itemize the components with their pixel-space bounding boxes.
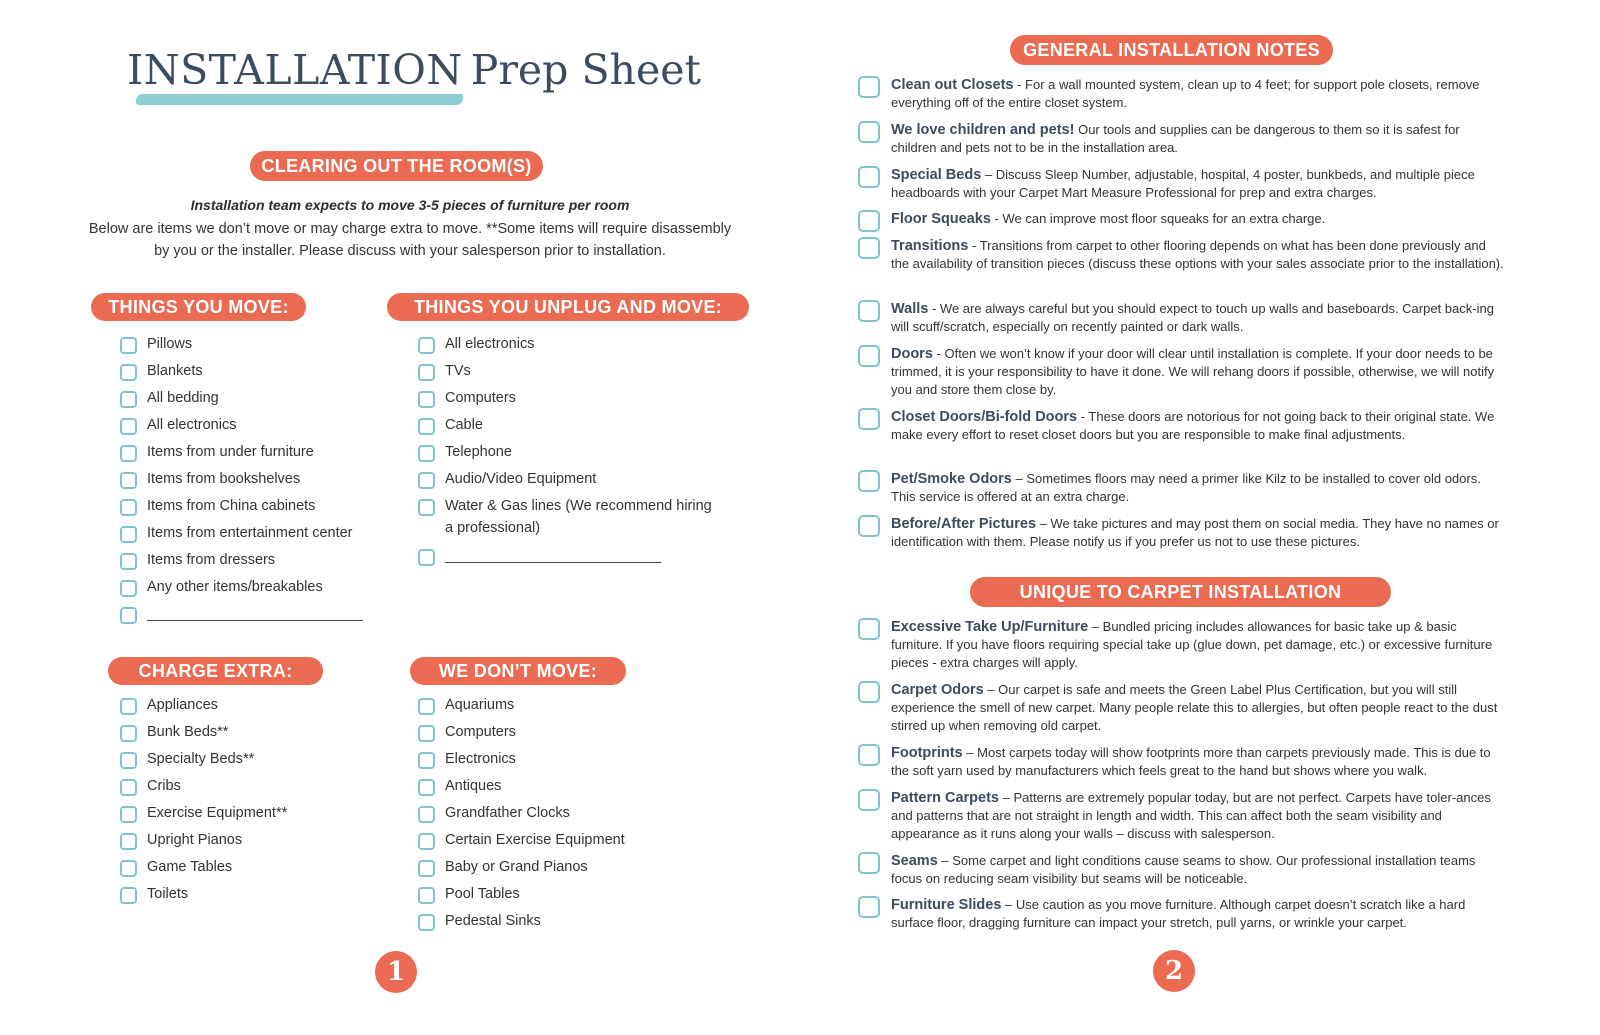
note-heading: Walls bbox=[891, 301, 929, 317]
note-heading: Seams bbox=[891, 853, 938, 869]
checkbox[interactable] bbox=[120, 553, 137, 570]
list-item-label: Toilets bbox=[147, 886, 189, 902]
note-separator: - bbox=[1077, 409, 1089, 424]
checkbox[interactable] bbox=[858, 744, 880, 766]
list-item[interactable] bbox=[120, 443, 363, 470]
list-item[interactable] bbox=[120, 551, 363, 578]
note-item[interactable] bbox=[858, 896, 1508, 932]
note-item[interactable] bbox=[858, 515, 1508, 551]
list-item[interactable] bbox=[120, 362, 363, 389]
list-item-label: Pillows bbox=[147, 336, 193, 352]
note-heading: We love children and pets! bbox=[891, 122, 1075, 138]
clearing-header: CLEARING OUT THE ROOM(S) bbox=[250, 151, 543, 181]
note-heading: Floor Squeaks bbox=[891, 211, 991, 227]
note-separator: – bbox=[981, 167, 996, 182]
list-item-label: Electronics bbox=[445, 751, 516, 767]
list-item-label: Items from bookshelves bbox=[147, 471, 301, 487]
things-you-move-list bbox=[120, 335, 363, 632]
checkbox[interactable] bbox=[858, 210, 880, 232]
list-item[interactable] bbox=[418, 858, 625, 885]
write-in-line[interactable] bbox=[445, 547, 661, 563]
checkbox[interactable] bbox=[120, 337, 137, 354]
note-separator: – bbox=[983, 682, 999, 697]
list-item-label: Upright Pianos bbox=[147, 832, 243, 848]
list-item-label: Grandfather Clocks bbox=[445, 805, 570, 821]
checkbox[interactable] bbox=[858, 166, 880, 188]
note-text: Most carpets today will show footprints more than carpets previously made. This is due to the soft yarn used by manufacturers which feels great to the hand but shows where you walk. bbox=[891, 745, 1491, 778]
note-text: Sometimes floors may need a primer like Kilz to be installed to cover old odors. This service is offered at an extra charge. bbox=[891, 471, 1481, 504]
note-separator: – bbox=[1011, 471, 1027, 486]
note-heading: Doors bbox=[891, 346, 933, 362]
list-item[interactable] bbox=[418, 362, 712, 389]
checkbox[interactable] bbox=[418, 887, 435, 904]
page-number-1: 1 bbox=[375, 951, 417, 993]
note-heading: Excessive Take Up/Furniture bbox=[891, 619, 1089, 635]
note-item[interactable] bbox=[858, 121, 1508, 157]
note-item[interactable] bbox=[858, 852, 1508, 888]
checkbox[interactable] bbox=[418, 445, 435, 462]
checkbox[interactable] bbox=[858, 121, 880, 143]
list-item[interactable] bbox=[120, 885, 287, 912]
checkbox[interactable] bbox=[418, 752, 435, 769]
list-item[interactable] bbox=[120, 389, 363, 416]
list-item[interactable] bbox=[418, 804, 625, 831]
checkbox[interactable] bbox=[858, 681, 880, 703]
checkbox[interactable] bbox=[120, 806, 137, 823]
list-item[interactable] bbox=[418, 723, 625, 750]
general-notes-header: GENERAL INSTALLATION NOTES bbox=[1010, 35, 1333, 65]
checkbox[interactable] bbox=[418, 418, 435, 435]
checkbox[interactable] bbox=[120, 526, 137, 543]
list-item[interactable] bbox=[418, 777, 625, 804]
note-separator: - bbox=[990, 211, 1003, 226]
note-heading: Pattern Carpets bbox=[891, 790, 999, 806]
checkbox[interactable] bbox=[418, 549, 435, 566]
note-heading: Footprints bbox=[891, 745, 963, 761]
note-item[interactable] bbox=[858, 166, 1508, 202]
list-item-label: Computers bbox=[445, 724, 516, 740]
list-item-label: Items from entertainment center bbox=[147, 525, 353, 541]
checkbox[interactable] bbox=[120, 472, 137, 489]
list-item[interactable] bbox=[120, 335, 363, 362]
checkbox[interactable] bbox=[858, 470, 880, 492]
list-item-label: Items from China cabinets bbox=[147, 498, 316, 514]
we-dont-move-list bbox=[418, 696, 625, 939]
list-item-label: Appliances bbox=[147, 697, 218, 713]
note-heading: Transitions bbox=[891, 238, 969, 254]
list-item-blank[interactable] bbox=[418, 547, 712, 574]
note-separator: - bbox=[928, 301, 940, 316]
checkbox[interactable] bbox=[858, 896, 880, 918]
list-item[interactable] bbox=[418, 885, 625, 912]
list-item[interactable] bbox=[418, 696, 625, 723]
list-item-label: Exercise Equipment** bbox=[147, 805, 288, 821]
water-gas-line-1: Water & Gas lines (We recommend hiring bbox=[445, 498, 712, 514]
note-item[interactable] bbox=[858, 76, 1508, 112]
list-item-label: Items from dressers bbox=[147, 552, 276, 568]
list-item[interactable] bbox=[120, 578, 363, 605]
note-text: For a wall mounted system, clean up to 4 feet; for support pole closets, remove everything off of the entire closet system. bbox=[891, 77, 1480, 110]
list-item-label: Aquariums bbox=[445, 697, 515, 713]
note-text: Our tools and supplies can be dangerous to them so it is safest for children and pets not to be in the installation area. bbox=[891, 122, 1460, 155]
note-separator: – bbox=[937, 853, 953, 868]
list-item-label: Game Tables bbox=[147, 859, 233, 875]
list-item[interactable] bbox=[418, 912, 625, 939]
things-you-move-header: THINGS YOU MOVE: bbox=[91, 293, 306, 321]
checkbox[interactable] bbox=[418, 725, 435, 742]
checkbox[interactable] bbox=[418, 391, 435, 408]
checkbox[interactable] bbox=[418, 364, 435, 381]
list-item-label: Antiques bbox=[445, 778, 502, 794]
note-item[interactable] bbox=[858, 300, 1508, 336]
note-text: Transitions from carpet to other flooring depends on what has been done previously and the availability of transition pieces (discuss these options with your sales associate prior to the installation). bbox=[891, 238, 1504, 271]
list-item-label: Blankets bbox=[147, 363, 203, 379]
list-item[interactable] bbox=[120, 470, 363, 497]
water-gas-line-2: a professional) bbox=[445, 520, 541, 536]
list-item[interactable] bbox=[120, 524, 363, 551]
checkbox[interactable] bbox=[858, 515, 880, 537]
list-item-label: TVs bbox=[445, 363, 471, 379]
note-text: We are always careful but you should expect to touch up walls and baseboards. Carpet back-ing will scuff/scratch, especially on recently painted or dark walls. bbox=[891, 301, 1494, 334]
note-text: We can improve most floor squeaks for an extra charge. bbox=[1002, 211, 1326, 226]
note-separator: - bbox=[968, 238, 980, 253]
checkbox[interactable] bbox=[418, 698, 435, 715]
list-item-label: Bunk Beds** bbox=[147, 724, 229, 740]
note-separator: – bbox=[1088, 619, 1103, 634]
list-item[interactable] bbox=[418, 443, 712, 470]
intro-italic: Installation team expects to move 3-5 pieces of furniture per room bbox=[190, 197, 630, 213]
checkbox[interactable] bbox=[858, 852, 880, 874]
note-text: Often we won’t know if your door will clear until installation is complete. If your door needs to be trimmed, it is your responsibility to have it done. We will rehang doors if possible, otherwise, we will notify you and store them close by. bbox=[891, 346, 1495, 397]
checkbox[interactable] bbox=[120, 860, 137, 877]
list-item-label: Specialty Beds** bbox=[147, 751, 255, 767]
checkbox[interactable] bbox=[120, 364, 137, 381]
note-heading: Carpet Odors bbox=[891, 682, 984, 698]
checkbox[interactable] bbox=[418, 806, 435, 823]
title-part1: INSTALLATION bbox=[127, 46, 463, 94]
unplug-and-move-header: THINGS YOU UNPLUG AND MOVE: bbox=[387, 293, 749, 321]
list-item-label: Pool Tables bbox=[445, 886, 520, 902]
checkbox[interactable] bbox=[858, 408, 880, 430]
checkbox[interactable] bbox=[120, 725, 137, 742]
note-separator: - bbox=[1013, 77, 1026, 92]
list-item[interactable] bbox=[418, 470, 712, 497]
list-item[interactable] bbox=[418, 335, 712, 362]
note-heading: Furniture Slides bbox=[891, 897, 1002, 913]
list-item[interactable] bbox=[120, 416, 363, 443]
list-item[interactable] bbox=[418, 497, 712, 547]
list-item[interactable] bbox=[120, 777, 287, 804]
note-item[interactable] bbox=[858, 618, 1508, 672]
note-heading: Clean out Closets bbox=[891, 77, 1014, 93]
list-item-label: Computers bbox=[445, 390, 516, 406]
note-heading: Closet Doors/Bi-fold Doors bbox=[891, 409, 1078, 425]
note-text: Some carpet and light conditions cause seams to show. Our professional installation teams focus on reducing seam visibility but seams will be noticeable. bbox=[891, 853, 1476, 886]
list-item[interactable] bbox=[418, 750, 625, 777]
list-item-label: Any other items/breakables bbox=[147, 579, 323, 595]
note-text: We take pictures and may post them on social media. They have no names or identification with them. Please notify us if you prefer us not to use these pictures. bbox=[891, 516, 1499, 549]
charge-extra-header: CHARGE EXTRA: bbox=[108, 657, 323, 685]
list-item-label: Cribs bbox=[147, 778, 181, 794]
checkbox[interactable] bbox=[418, 914, 435, 931]
note-item[interactable] bbox=[858, 210, 1508, 232]
unplug-and-move-list bbox=[418, 335, 712, 574]
title-part2: Prep Sheet bbox=[470, 46, 701, 94]
checkbox[interactable] bbox=[120, 391, 137, 408]
checkbox[interactable] bbox=[120, 445, 137, 462]
carpet-header: UNIQUE TO CARPET INSTALLATION bbox=[970, 577, 1391, 607]
note-separator: - bbox=[932, 346, 945, 361]
note-item[interactable] bbox=[858, 345, 1508, 399]
list-item[interactable] bbox=[120, 723, 287, 750]
list-item-label bbox=[445, 495, 712, 539]
checkbox[interactable] bbox=[120, 779, 137, 796]
charge-extra-list bbox=[120, 696, 287, 912]
list-item-label: Telephone bbox=[445, 444, 512, 460]
note-separator: – bbox=[1036, 516, 1051, 531]
list-item[interactable] bbox=[418, 389, 712, 416]
checkbox[interactable] bbox=[120, 499, 137, 516]
list-item-label: All electronics bbox=[147, 417, 237, 433]
note-heading: Special Beds bbox=[891, 167, 982, 183]
list-item-label: Audio/Video Equipment bbox=[445, 471, 597, 487]
list-item-label: Certain Exercise Equipment bbox=[445, 832, 625, 848]
list-item-blank[interactable] bbox=[120, 605, 363, 632]
list-item[interactable] bbox=[120, 497, 363, 524]
list-item-label: Cable bbox=[445, 417, 483, 433]
list-item-label: All electronics bbox=[445, 336, 535, 352]
checkbox[interactable] bbox=[858, 345, 880, 367]
checkbox[interactable] bbox=[418, 337, 435, 354]
note-text: Our carpet is safe and meets the Green Label Plus Certification, but you will still experience the smell of new carpet. Many people relate this to allergies, but often people react to the dust stirred up when removing old carpet. bbox=[891, 682, 1498, 733]
note-item[interactable] bbox=[858, 470, 1508, 506]
note-text: Use caution as you move furniture. Although carpet doesn’t scratch like a hard surface floor, dragging furniture can impact your stretch, pull yarns, or wrinkle your carpet. bbox=[891, 897, 1466, 930]
checkbox[interactable] bbox=[858, 76, 880, 98]
note-item[interactable] bbox=[858, 789, 1508, 843]
checkbox[interactable] bbox=[418, 472, 435, 489]
list-item[interactable] bbox=[120, 750, 287, 777]
note-text: Discuss Sleep Number, adjustable, hospital, 4 poster, bunkbeds, and multiple piece headboards with your Carpet Mart Measure Professional for prep and extra charges. bbox=[891, 167, 1475, 200]
note-item[interactable] bbox=[858, 744, 1508, 780]
checkbox[interactable] bbox=[858, 789, 880, 811]
list-item[interactable] bbox=[120, 858, 287, 885]
list-item-label: Baby or Grand Pianos bbox=[445, 859, 588, 875]
list-item-label: All bedding bbox=[147, 390, 219, 406]
checkbox[interactable] bbox=[120, 833, 137, 850]
page-title bbox=[127, 46, 701, 94]
note-heading: Pet/Smoke Odors bbox=[891, 471, 1012, 487]
list-item[interactable] bbox=[120, 831, 287, 858]
checkbox[interactable] bbox=[120, 752, 137, 769]
note-text: These doors are notorious for not going back to their original state. We make every effort to reset closet doors but you are responsible to make final adjustments. bbox=[891, 409, 1495, 442]
title-brush-underline bbox=[135, 94, 464, 105]
page-number-2: 2 bbox=[1153, 950, 1195, 992]
note-item[interactable] bbox=[858, 237, 1508, 273]
note-heading: Before/After Pictures bbox=[891, 516, 1037, 532]
checkbox[interactable] bbox=[858, 237, 880, 259]
checkbox[interactable] bbox=[418, 499, 435, 516]
checkbox[interactable] bbox=[120, 580, 137, 597]
note-text: Bundled pricing includes allowances for basic take up & basic furniture. If you have floors requiring special take up (glue down, pet damage, etc.) or excessive furniture pieces - extra charges will apply. bbox=[891, 619, 1493, 670]
list-item-label: Items from under furniture bbox=[147, 444, 314, 460]
checkbox[interactable] bbox=[418, 860, 435, 877]
checkbox[interactable] bbox=[858, 300, 880, 322]
note-separator: – bbox=[962, 745, 978, 760]
checkbox[interactable] bbox=[120, 418, 137, 435]
intro-body bbox=[70, 218, 750, 262]
checkbox[interactable] bbox=[858, 618, 880, 640]
we-dont-move-header: WE DON’T MOVE: bbox=[410, 657, 626, 685]
list-item[interactable] bbox=[120, 696, 287, 723]
list-item[interactable] bbox=[418, 831, 625, 858]
write-in-line[interactable] bbox=[147, 605, 363, 621]
checkbox[interactable] bbox=[120, 887, 137, 904]
checkbox[interactable] bbox=[418, 779, 435, 796]
intro-line-2: by you or the installer. Please discuss with your salesperson prior to installation. bbox=[154, 243, 666, 259]
intro-line-1: Below are items we don’t move or may charge extra to move. **Some items will require disassembly bbox=[88, 221, 732, 237]
list-item[interactable] bbox=[418, 416, 712, 443]
note-item[interactable] bbox=[858, 681, 1508, 735]
note-separator: – bbox=[998, 790, 1014, 805]
note-item[interactable] bbox=[858, 408, 1508, 444]
checkbox[interactable] bbox=[418, 833, 435, 850]
list-item-label: Pedestal Sinks bbox=[445, 913, 541, 929]
note-text: Patterns are extremely popular today, but are not perfect. Carpets have toler-ances and patterns that are not straight in length and width. This can affect both the seam visibility and appearance as it runs along your walls – discuss with salesperson. bbox=[891, 790, 1491, 841]
checkbox[interactable] bbox=[120, 698, 137, 715]
checkbox[interactable] bbox=[120, 607, 137, 624]
note-separator: – bbox=[1001, 897, 1016, 912]
list-item[interactable] bbox=[120, 804, 287, 831]
